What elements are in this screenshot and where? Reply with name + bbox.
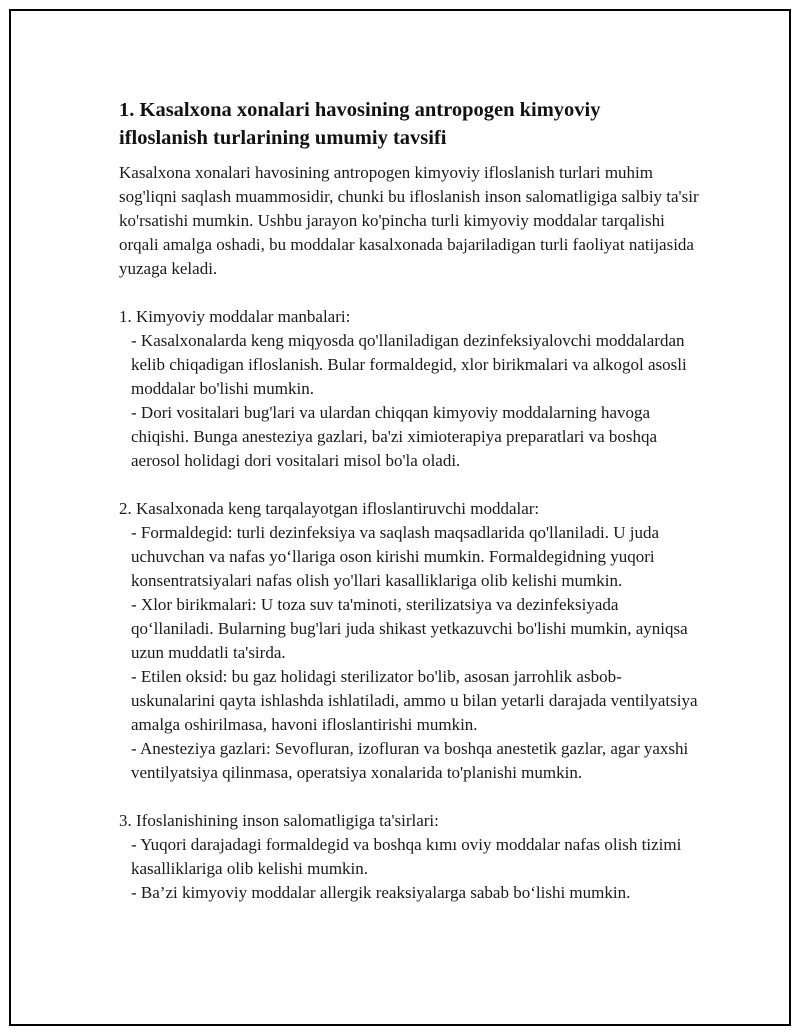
section-1-item-2: - Dori vositalari bug'lari va ulardan chiqqan kimyoviy moddalarning havoga chiqishi. Bunga anesteziya gazlari, ba'zi ximioterapiya preparatlari va boshqa aerosol holidagi dori vositalari misol bo'la oladi. [131, 403, 658, 470]
section-1-heading: 1. Kimyoviy moddalar manbalari: [119, 307, 351, 326]
spacer [119, 785, 699, 809]
spacer [119, 281, 699, 305]
section-2-item-2: - Xlor birikmalari: U toza suv ta'minoti, sterilizatsiya va dezinfeksiyada qo‘llaniladi. Bularning bug'lari juda shikast yetkazuvchi bo'lishi mumkin, ayniqsa uzun muddatli ta'sirda. [131, 595, 688, 662]
title-line-2: ifloslanish turlarining umumiy tavsifi [119, 127, 447, 149]
section-2-item-1: - Formaldegid: turli dezinfeksiya va saqlash maqsadlarida qo'llaniladi. U juda uchuvchan va nafas yo‘llariga oson kirishi mumkin. Formaldegidning yuqori konsentratsiyalari nafas olish yo'llari kasalliklariga olib kelishi mumkin. [131, 523, 660, 590]
document-title [119, 96, 699, 152]
page-frame [9, 9, 791, 1026]
section-3-item-1: - Yuqori darajadagi formaldegid va boshqa kımı oviy moddalar nafas olish tizimi kasalliklariga olib kelishi mumkin. [131, 835, 682, 878]
section-3-item-2: - Ba’zi kimyoviy moddalar allergik reaksiyalarga sabab bo‘lishi mumkin. [131, 883, 631, 902]
section-2-item-3: - Etilen oksid: bu gaz holidagi sterilizator bo'lib, asosan jarrohlik asbob-uskunalarini qayta ishlashda ishlatiladi, ammo u bilan yetarli darajada ventilyatsiya amalga oshirilmasa, havoni ifloslantirishi mumkin. [131, 667, 698, 734]
spacer [119, 473, 699, 497]
section-2-heading: 2. Kasalxonada keng tarqalayotgan ifloslantiruvchi moddalar: [119, 499, 540, 518]
intro-paragraph: Kasalxona xonalari havosining antropogen kimyoviy ifloslanish turlari muhim sog'liqni saqlash muammosidir, chunki bu ifloslanish inson salomatligiga salbiy ta'sir ko'rsatishi mumkin. Ushbu jarayon ko'pincha turli kimyoviy moddalar tarqalishi orqali amalga oshadi, bu moddalar kasalxonada bajariladigan turli faoliyat natijasida yuzaga keladi. [119, 163, 699, 278]
section-2-item-4: - Anesteziya gazlari: Sevofluran, izofluran va boshqa anestetik gazlar, agar yaxshi ventilyatsiya qilinmasa, operatsiya xonalarida to'planishi mumkin. [131, 739, 689, 782]
section-3-heading: 3. Ifoslanishining inson salomatligiga ta'sirlari: [119, 811, 439, 830]
section-1-item-1: - Kasalxonalarda keng miqyosda qo'llaniladigan dezinfeksiyalovchi moddalardan kelib chiqadigan ifloslanish. Bular formaldegid, xlor birikmalari va alkogol asosli moddalar bo'lishi mumkin. [131, 331, 687, 398]
title-line-1: 1. Kasalxona xonalari havosining antropogen kimyoviy [119, 99, 601, 121]
document-body [119, 96, 699, 905]
